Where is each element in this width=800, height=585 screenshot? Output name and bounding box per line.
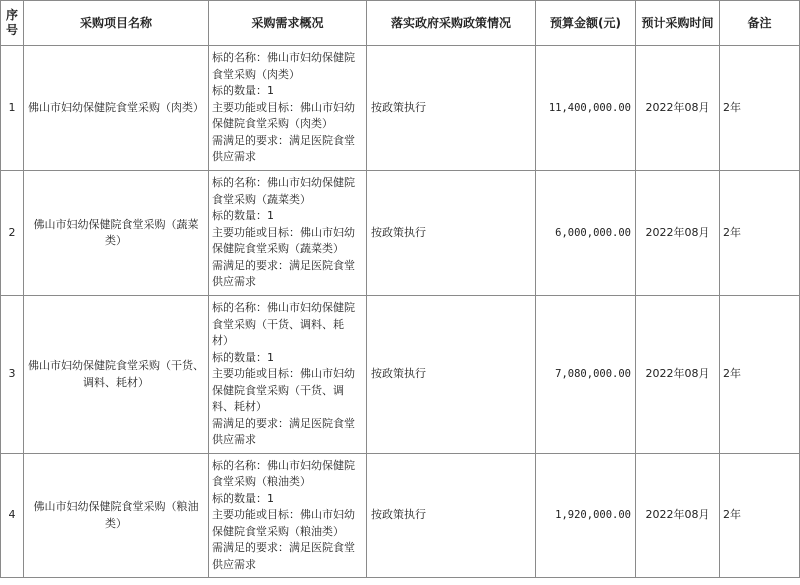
requirements — [209, 46, 367, 171]
budget: 6,000,000.00 — [536, 171, 636, 296]
requirement-line: 保健院食堂采购（蔬菜类） — [212, 242, 344, 256]
budget: 7,080,000.00 — [536, 296, 636, 454]
requirement-line: 保健院食堂采购（粮油类） — [212, 524, 344, 538]
requirement-line: 需满足的要求：满足医院食堂 — [212, 133, 355, 147]
project-name: 佛山市妇幼保健院食堂采购（肉类） — [24, 46, 209, 171]
header-budget: 预算金额(元) — [536, 1, 636, 46]
requirement-line: 需满足的要求：满足医院食堂 — [212, 416, 355, 430]
budget: 1,920,000.00 — [536, 454, 636, 578]
header-row — [1, 1, 800, 46]
procurement-time: 2022年08月 — [636, 454, 720, 578]
header-time: 预计采购时间 — [636, 1, 720, 46]
requirement-line: 供应需求 — [212, 433, 256, 447]
requirement-line: 需满足的要求：满足医院食堂 — [212, 541, 355, 555]
table-row — [1, 46, 800, 171]
requirements — [209, 296, 367, 454]
requirement-line: 供应需求 — [212, 150, 256, 164]
policy: 按政策执行 — [367, 296, 536, 454]
requirements — [209, 454, 367, 578]
requirement-line: 标的名称：佛山市妇幼保健院 — [212, 301, 355, 315]
project-name: 佛山市妇幼保健院食堂采购（粮油类） — [24, 454, 209, 578]
header-requirements: 采购需求概况 — [209, 1, 367, 46]
requirement-line: 标的名称：佛山市妇幼保健院 — [212, 176, 355, 190]
row-number: 3 — [1, 296, 24, 454]
header-note: 备注 — [720, 1, 800, 46]
requirement-line: 保健院食堂采购（干货、调 — [212, 383, 344, 397]
requirement-line: 供应需求 — [212, 557, 256, 571]
requirement-line: 主要功能或目标：佛山市妇幼 — [212, 225, 355, 239]
header-policy: 落实政府采购政策情况 — [367, 1, 536, 46]
requirement-line: 标的数量：1 — [212, 491, 274, 505]
row-number: 1 — [1, 46, 24, 171]
table-row — [1, 454, 800, 578]
requirement-line: 材） — [212, 334, 234, 348]
header-no: 序号 — [1, 1, 24, 46]
requirement-line: 标的数量：1 — [212, 209, 274, 223]
row-number: 4 — [1, 454, 24, 578]
table-row — [1, 296, 800, 454]
requirement-line: 标的名称：佛山市妇幼保健院 — [212, 458, 355, 472]
procurement-time: 2022年08月 — [636, 296, 720, 454]
budget: 11,400,000.00 — [536, 46, 636, 171]
requirement-line: 料、耗材） — [212, 400, 267, 414]
requirements — [209, 171, 367, 296]
requirement-line: 主要功能或目标：佛山市妇幼 — [212, 367, 355, 381]
requirement-line: 保健院食堂采购（肉类） — [212, 117, 333, 131]
policy: 按政策执行 — [367, 454, 536, 578]
requirement-line: 主要功能或目标：佛山市妇幼 — [212, 100, 355, 114]
note: 2年 — [720, 46, 800, 171]
requirement-line: 主要功能或目标：佛山市妇幼 — [212, 508, 355, 522]
table-row — [1, 171, 800, 296]
requirement-line: 供应需求 — [212, 275, 256, 289]
requirement-line: 食堂采购（粮油类） — [212, 475, 311, 489]
policy: 按政策执行 — [367, 46, 536, 171]
note: 2年 — [720, 296, 800, 454]
row-number: 2 — [1, 171, 24, 296]
project-name: 佛山市妇幼保健院食堂采购（干货、调料、耗材） — [24, 296, 209, 454]
note: 2年 — [720, 171, 800, 296]
procurement-time: 2022年08月 — [636, 171, 720, 296]
requirement-line: 标的数量：1 — [212, 84, 274, 98]
requirement-line: 食堂采购（干货、调料、耗 — [212, 317, 344, 331]
requirement-line: 需满足的要求：满足医院食堂 — [212, 258, 355, 272]
header-project-name: 采购项目名称 — [24, 1, 209, 46]
requirement-line: 标的数量：1 — [212, 350, 274, 364]
note: 2年 — [720, 454, 800, 578]
requirement-line: 食堂采购（蔬菜类） — [212, 192, 311, 206]
policy: 按政策执行 — [367, 171, 536, 296]
requirement-line: 食堂采购（肉类） — [212, 67, 300, 81]
project-name: 佛山市妇幼保健院食堂采购（蔬菜类） — [24, 171, 209, 296]
procurement-time: 2022年08月 — [636, 46, 720, 171]
requirement-line: 标的名称：佛山市妇幼保健院 — [212, 51, 355, 65]
